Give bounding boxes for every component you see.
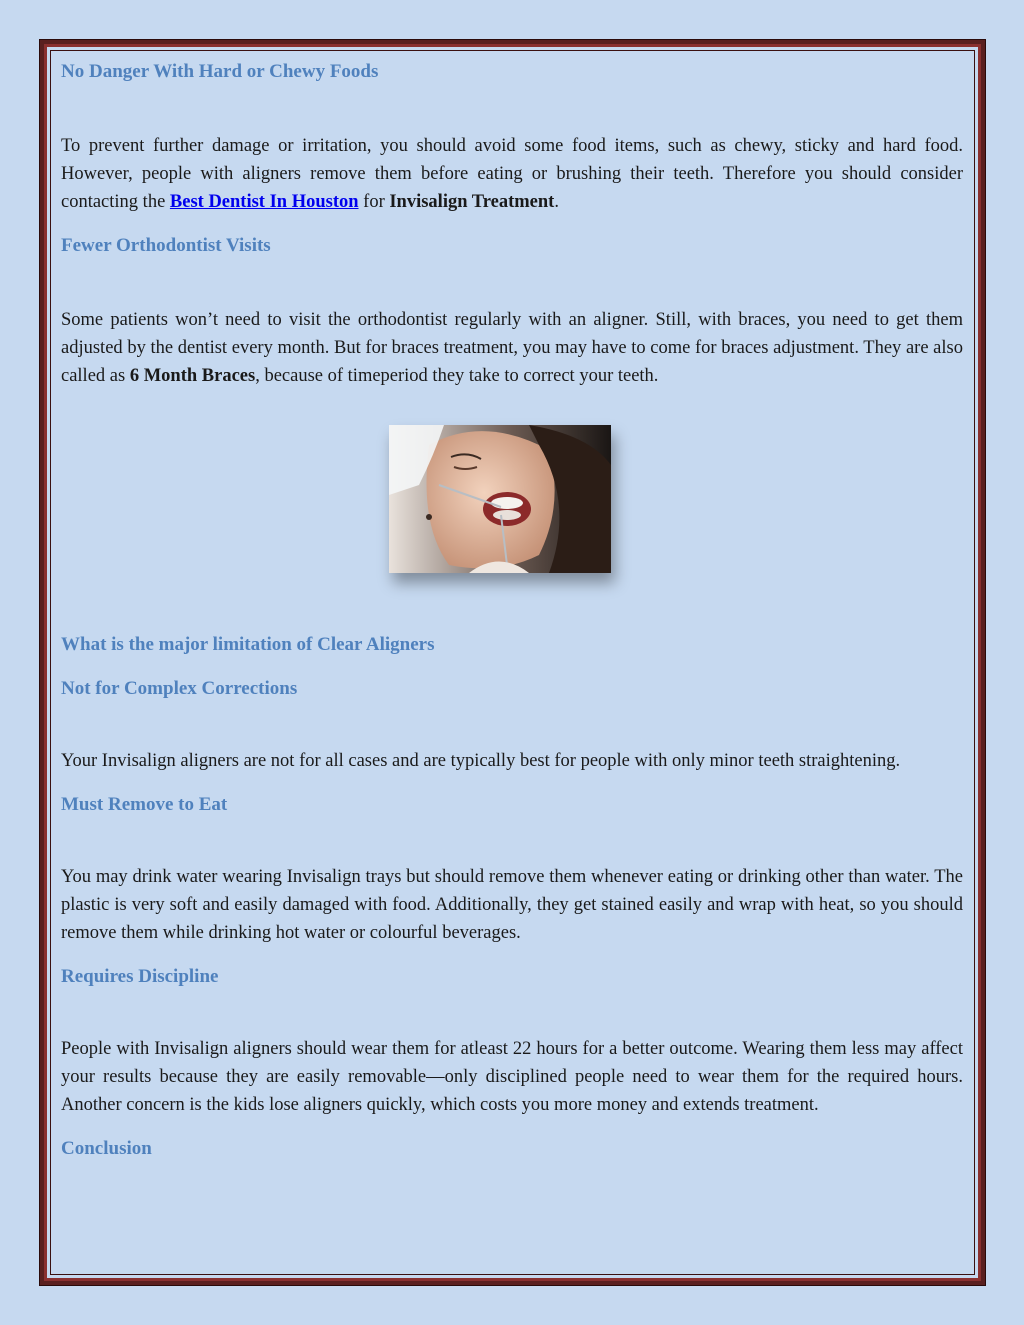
heading-complex-corrections: Not for Complex Corrections xyxy=(61,678,298,699)
best-dentist-link[interactable]: Best Dentist In Houston xyxy=(169,192,359,212)
paragraph-text: To prevent further damage or irritation, you should avoid some food items, such as chewy, sticky and hard food. However, people with aligners remove them before eating or brushing their teeth. Therefore you should consider contacting the xyxy=(61,136,963,212)
dental-photo-illustration xyxy=(389,425,611,573)
paragraph-text: . xyxy=(554,192,559,212)
paragraph-requires-discipline: People with Invisalign aligners should wear them for atleast 22 hours for a better outcome. Wearing them less may affect your results because they are easily removable—only disciplined people need to wear them for the required hours. Another concern is the kids lose aligners quickly, which costs you more money and extends treatment. xyxy=(61,1039,963,1115)
heading-fewer-visits: Fewer Orthodontist Visits xyxy=(61,235,271,256)
heading-requires-discipline: Requires Discipline xyxy=(61,966,219,987)
paragraph-text: , because of timeperiod they take to correct your teeth. xyxy=(255,366,659,386)
heading-conclusion: Conclusion xyxy=(61,1138,152,1159)
paragraph-text: Some patients won’t need to visit the orthodontist regularly with an aligner. Still, with braces, you need to get them adjusted by the dentist every month. But for braces treatment, you may have to come for braces adjustment. They are also called as xyxy=(61,310,963,386)
heading-no-danger: No Danger With Hard or Chewy Foods xyxy=(61,61,379,82)
dental-photo xyxy=(389,425,611,573)
paragraph-fewer-visits xyxy=(61,306,963,390)
paragraph-no-danger xyxy=(61,132,963,216)
six-month-braces-bold: 6 Month Braces xyxy=(129,366,256,386)
document-body xyxy=(61,56,963,1163)
paragraph-complex-corrections: Your Invisalign aligners are not for all cases and are typically best for people with only minor teeth straightening. xyxy=(61,751,901,771)
invisalign-treatment-bold: Invisalign Treatment xyxy=(389,192,555,212)
heading-major-limitation: What is the major limitation of Clear Aligners xyxy=(61,634,435,655)
paragraph-remove-to-eat: You may drink water wearing Invisalign trays but should remove them whenever eating or drinking other than water. The plastic is very soft and easily damaged with food. Additionally, they get stained easily and wrap with heat, so you should remove them while drinking hot water or colourful beverages. xyxy=(61,867,963,943)
heading-remove-to-eat: Must Remove to Eat xyxy=(61,794,228,815)
paragraph-text: for xyxy=(358,192,390,212)
